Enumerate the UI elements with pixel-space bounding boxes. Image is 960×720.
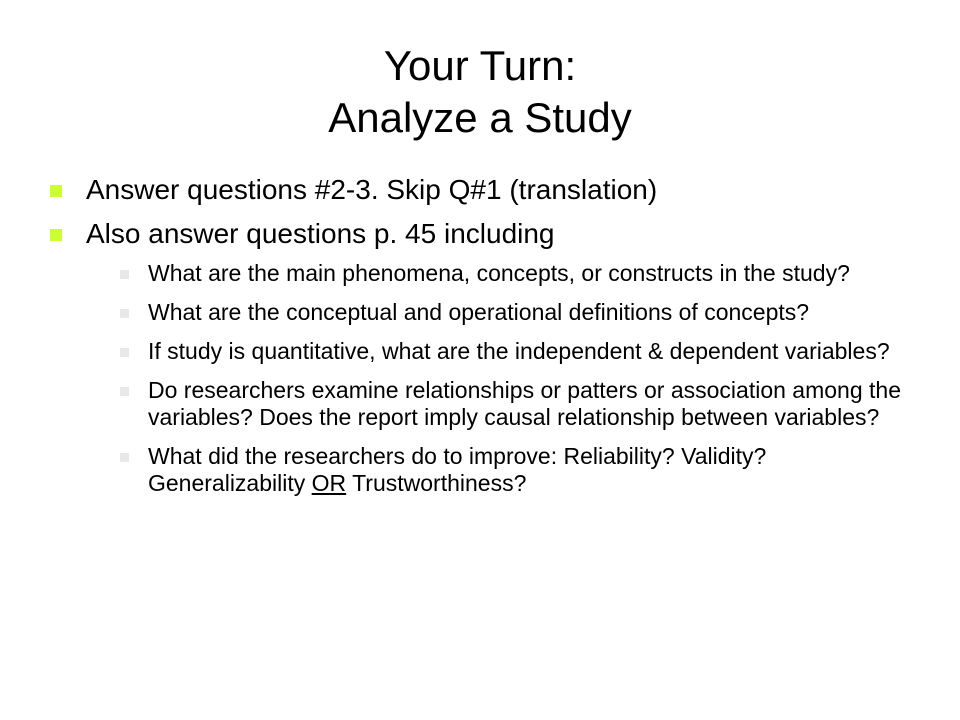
square-bullet-icon: [50, 229, 62, 241]
square-bullet-icon: [50, 185, 62, 197]
sub-bullet-text: What are the conceptual and operational definitions of concepts?: [148, 299, 810, 325]
sub-bullet-item: [120, 338, 908, 365]
square-bullet-icon: [120, 348, 129, 357]
sub-bullet-list: [120, 260, 928, 497]
sub-bullet-item: [120, 377, 908, 431]
square-bullet-icon: [120, 309, 129, 318]
slide-title-line-1: Your Turn:: [383, 42, 577, 89]
bullet-item: [48, 172, 928, 208]
sub-bullet-text: [148, 443, 766, 496]
square-bullet-icon: [120, 387, 129, 396]
sub-bullet-item: [120, 299, 908, 326]
sub-bullet-text-part: Trustworthiness?: [346, 470, 527, 496]
square-bullet-icon: [120, 453, 129, 462]
sub-bullet-item: [120, 260, 908, 287]
sub-bullet-item: [120, 443, 908, 497]
bullet-text: Answer questions #2-3. Skip Q#1 (translation): [86, 174, 658, 205]
slide-title-line-2: Analyze a Study: [328, 94, 632, 141]
sub-bullet-text: What are the main phenomena, concepts, or constructs in the study?: [148, 260, 850, 286]
sub-bullet-text: Do researchers examine relationships or patters or association among the variables? Does the report imply causal relationship between variables?: [148, 377, 901, 430]
bullet-item: [48, 216, 928, 252]
underlined-or: OR: [311, 470, 347, 496]
square-bullet-icon: [120, 270, 129, 279]
sub-bullet-text-part: What did the researchers do to improve: Reliability? Validity? Generalizability: [148, 443, 767, 496]
slide-title: [0, 40, 960, 144]
bullet-text: Also answer questions p. 45 including: [86, 218, 555, 249]
sub-bullet-text: If study is quantitative, what are the independent & dependent variables?: [148, 338, 890, 364]
bullet-list: [48, 172, 928, 509]
